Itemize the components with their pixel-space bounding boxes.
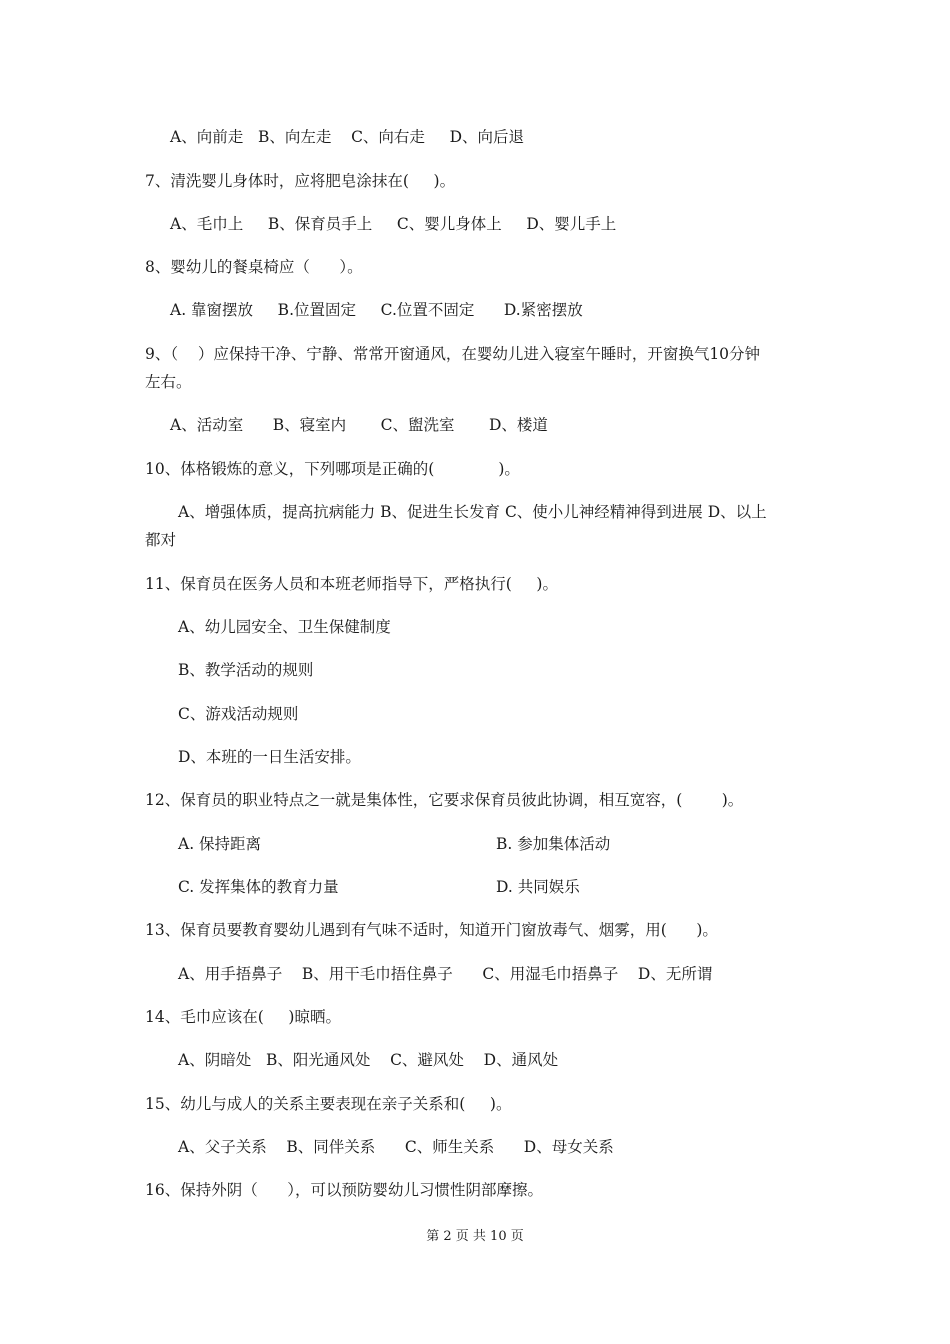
question-10: 10、体格锻炼的意义，下列哪项是正确的( )。: [145, 460, 520, 478]
q8-options: A. 靠窗摆放 B.位置固定 C.位置不固定 D.紧密摆放: [170, 301, 583, 319]
question-8: 8、婴幼儿的餐桌椅应（ ）。: [145, 258, 363, 276]
q12-option-d: D. 共同娱乐: [496, 878, 580, 896]
q12-option-a: A. 保持距离: [178, 835, 262, 853]
question-12: 12、保育员的职业特点之一就是集体性，它要求保育员彼此协调，相互宽容，( )。: [145, 791, 744, 809]
question-15: 15、幼儿与成人的关系主要表现在亲子关系和( )。: [145, 1095, 512, 1113]
q10-options: A、增强体质，提高抗病能力 B、促进生长发育 C、使小儿神经精神得到进展 D、以上: [178, 503, 767, 521]
question-14: 14、毛巾应该在( )晾晒。: [145, 1008, 341, 1026]
question-7: 7、清洗婴儿身体时，应将肥皂涂抹在( )。: [145, 172, 456, 190]
q7-options: A、毛巾上 B、保育员手上 C、婴儿身体上 D、婴儿手上: [170, 215, 617, 233]
question-11: 11、保育员在医务人员和本班老师指导下，严格执行( )。: [145, 575, 558, 593]
q11-option-d: D、本班的一日生活安排。: [178, 748, 361, 766]
q12-option-c: C. 发挥集体的教育力量: [178, 878, 339, 896]
question-9-continued: 左右。: [145, 373, 192, 391]
q14-options: A、阴暗处 B、阳光通风处 C、避风处 D、通风处: [178, 1051, 559, 1069]
q10-options-continued: 都对: [145, 531, 177, 549]
q11-option-c: C、游戏活动规则: [178, 705, 299, 723]
q12-option-b: B. 参加集体活动: [496, 835, 611, 853]
q11-option-b: B、教学活动的规则: [178, 661, 314, 679]
page-footer: 第 2 页 共 10 页: [426, 1229, 524, 1244]
question-13: 13、保育员要教育婴幼儿遇到有气味不适时，知道开门窗放毒气、烟雾，用( )。: [145, 921, 718, 939]
q13-options: A、用手捂鼻子 B、用干毛巾捂住鼻子 C、用湿毛巾捂鼻子 D、无所谓: [178, 965, 713, 983]
q9-options: A、活动室 B、寝室内 C、盥洗室 D、楼道: [170, 416, 548, 434]
question-16: 16、保持外阴（ ），可以预防婴幼儿习惯性阴部摩擦。: [145, 1181, 544, 1199]
q11-option-a: A、幼儿园安全、卫生保健制度: [178, 618, 391, 636]
q15-options: A、父子关系 B、同伴关系 C、师生关系 D、母女关系: [178, 1138, 614, 1156]
question-9: 9、（ ）应保持干净、宁静、常常开窗通风，在婴幼儿进入寝室午睡时，开窗换气10分钟: [145, 345, 761, 363]
q6-options: A、向前走 B、向左走 C、向右走 D、向后退: [170, 128, 524, 146]
